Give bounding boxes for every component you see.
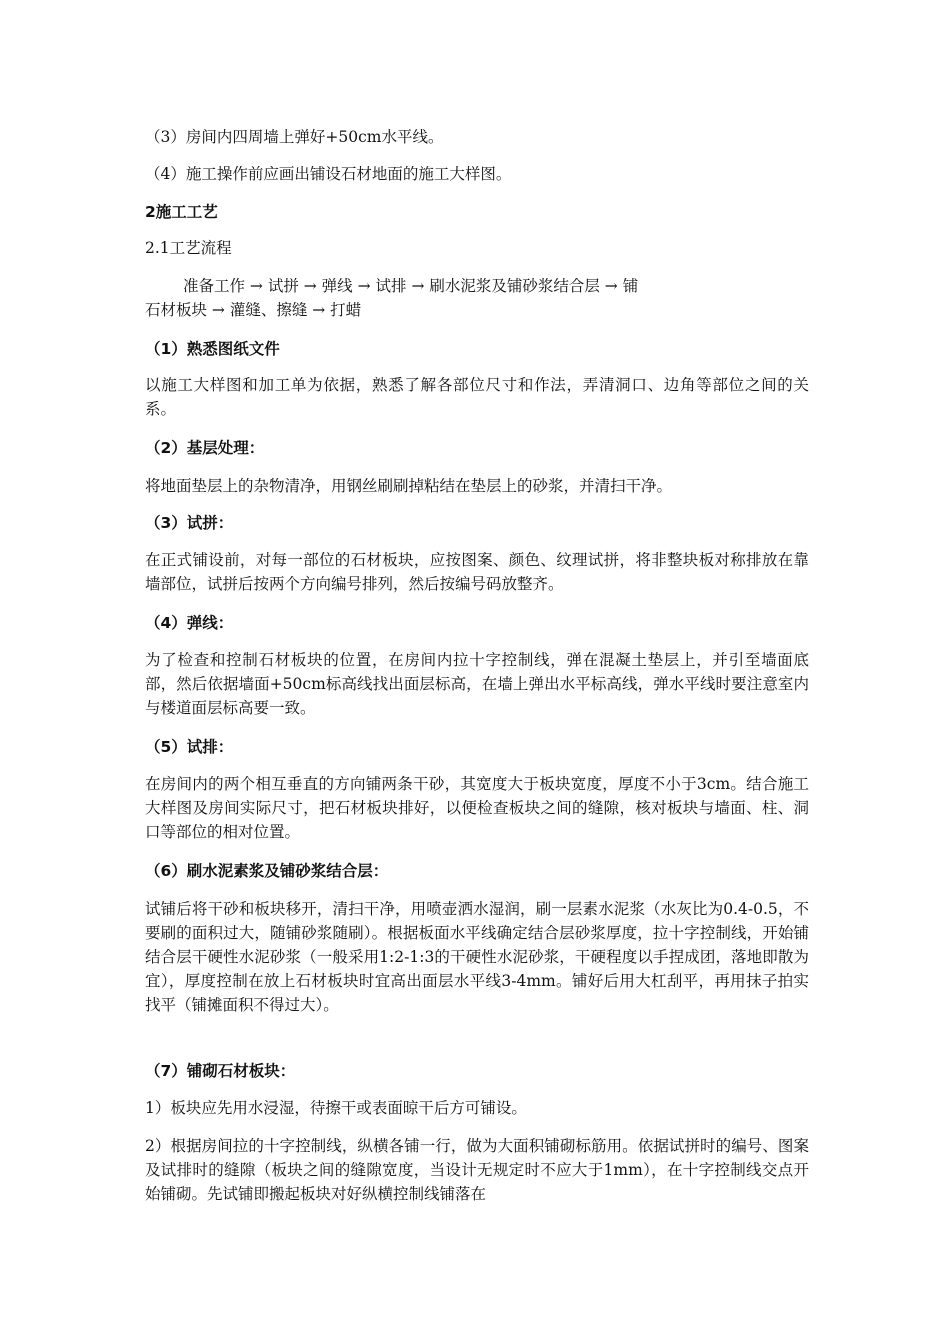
step-4-body: 为了检查和控制石材板块的位置，在房间内拉十字控制线，弹在混凝土垫层上，并引至墙面底部，然后依据墙面+50cm标高线找出面层标高，在墙上弹出水平标高线，弹水平线时要注意室内与楼道面层标高要一致。 <box>145 651 809 717</box>
step-7-item-2: 2）根据房间拉的十字控制线，纵横各铺一行，做为大面积铺砌标筋用。依据试拼时的编号、图案及试排时的缝隙（板块之间的缝隙宽度，当设计无规定时不应大于1mm），在十字控制线交点开始铺砌。先试铺即搬起板块对好纵横控制线铺落在 <box>145 1137 809 1203</box>
flow-line-1: 准备工作 → 试拼 → 弹线 → 试排 → 刷水泥浆及铺砂浆结合层 → 铺 <box>183 277 639 295</box>
step-3-heading: （3）试拼： <box>145 514 234 532</box>
flow-line-2: 石材板块 → 灌缝、擦缝 → 打蜡 <box>145 301 362 319</box>
subsection-title: 2.1工艺流程 <box>145 239 232 257</box>
step-6-heading: （6）刷水泥素浆及铺砂浆结合层： <box>145 862 389 880</box>
prep-item-3: （3）房间内四周墙上弹好+50cm水平线。 <box>145 128 444 146</box>
section-title: 2施工工艺 <box>145 203 218 221</box>
step-1-body: 以施工大样图和加工单为依据，熟悉了解各部位尺寸和作法，弄清洞口、边角等部位之间的关系。 <box>145 376 809 418</box>
step-7-heading: （7）铺砌石材板块： <box>145 1062 296 1080</box>
step-1-heading: （1）熟悉图纸文件 <box>145 340 280 358</box>
step-2-body: 将地面垫层上的杂物清净，用钢丝刷刷掉粘结在垫层上的砂浆，并清扫干净。 <box>145 477 673 495</box>
step-3-body: 在正式铺设前，对每一部位的石材板块，应按图案、颜色、纹理试拼，将非整块板对称排放在靠墙部位，试拼后按两个方向编号排列，然后按编号码放整齐。 <box>145 551 809 593</box>
step-4-heading: （4）弹线： <box>145 614 234 632</box>
prep-item-4: （4）施工操作前应画出铺设石材地面的施工大样图。 <box>145 165 512 183</box>
step-6-body: 试铺后将干砂和板块移开，清扫干净，用喷壶洒水湿润，刷一层素水泥浆（水灰比为0.4-0.5，不要刷的面积过大，随铺砂浆随刷）。根据板面水平线确定结合层砂浆厚度，拉十字控制线，开始铺结合层干硬性水泥砂浆（一般采用1:2-1:3的干硬性水泥砂浆，干硬程度以手捏成团，落地即散为宜），厚度控制在放上石材板块时宜高出面层水平线3-4mm。铺好后用大杠刮平，再用抹子拍实找平（铺摊面积不得过大）。 <box>145 900 809 1014</box>
step-5-heading: （5）试排： <box>145 738 234 756</box>
step-7-body: 1）板块应先用水浸湿，待擦干或表面晾干后方可铺设。 <box>145 1099 527 1117</box>
step-5-body: 在房间内的两个相互垂直的方向铺两条干砂，其宽度大于板块宽度，厚度不小于3cm。结合施工大样图及房间实际尺寸，把石材板块排好，以便检查板块之间的缝隙，核对板块与墙面、柱、洞口等部位的相对位置。 <box>145 775 809 841</box>
step-2-heading: （2）基层处理： <box>145 439 265 457</box>
